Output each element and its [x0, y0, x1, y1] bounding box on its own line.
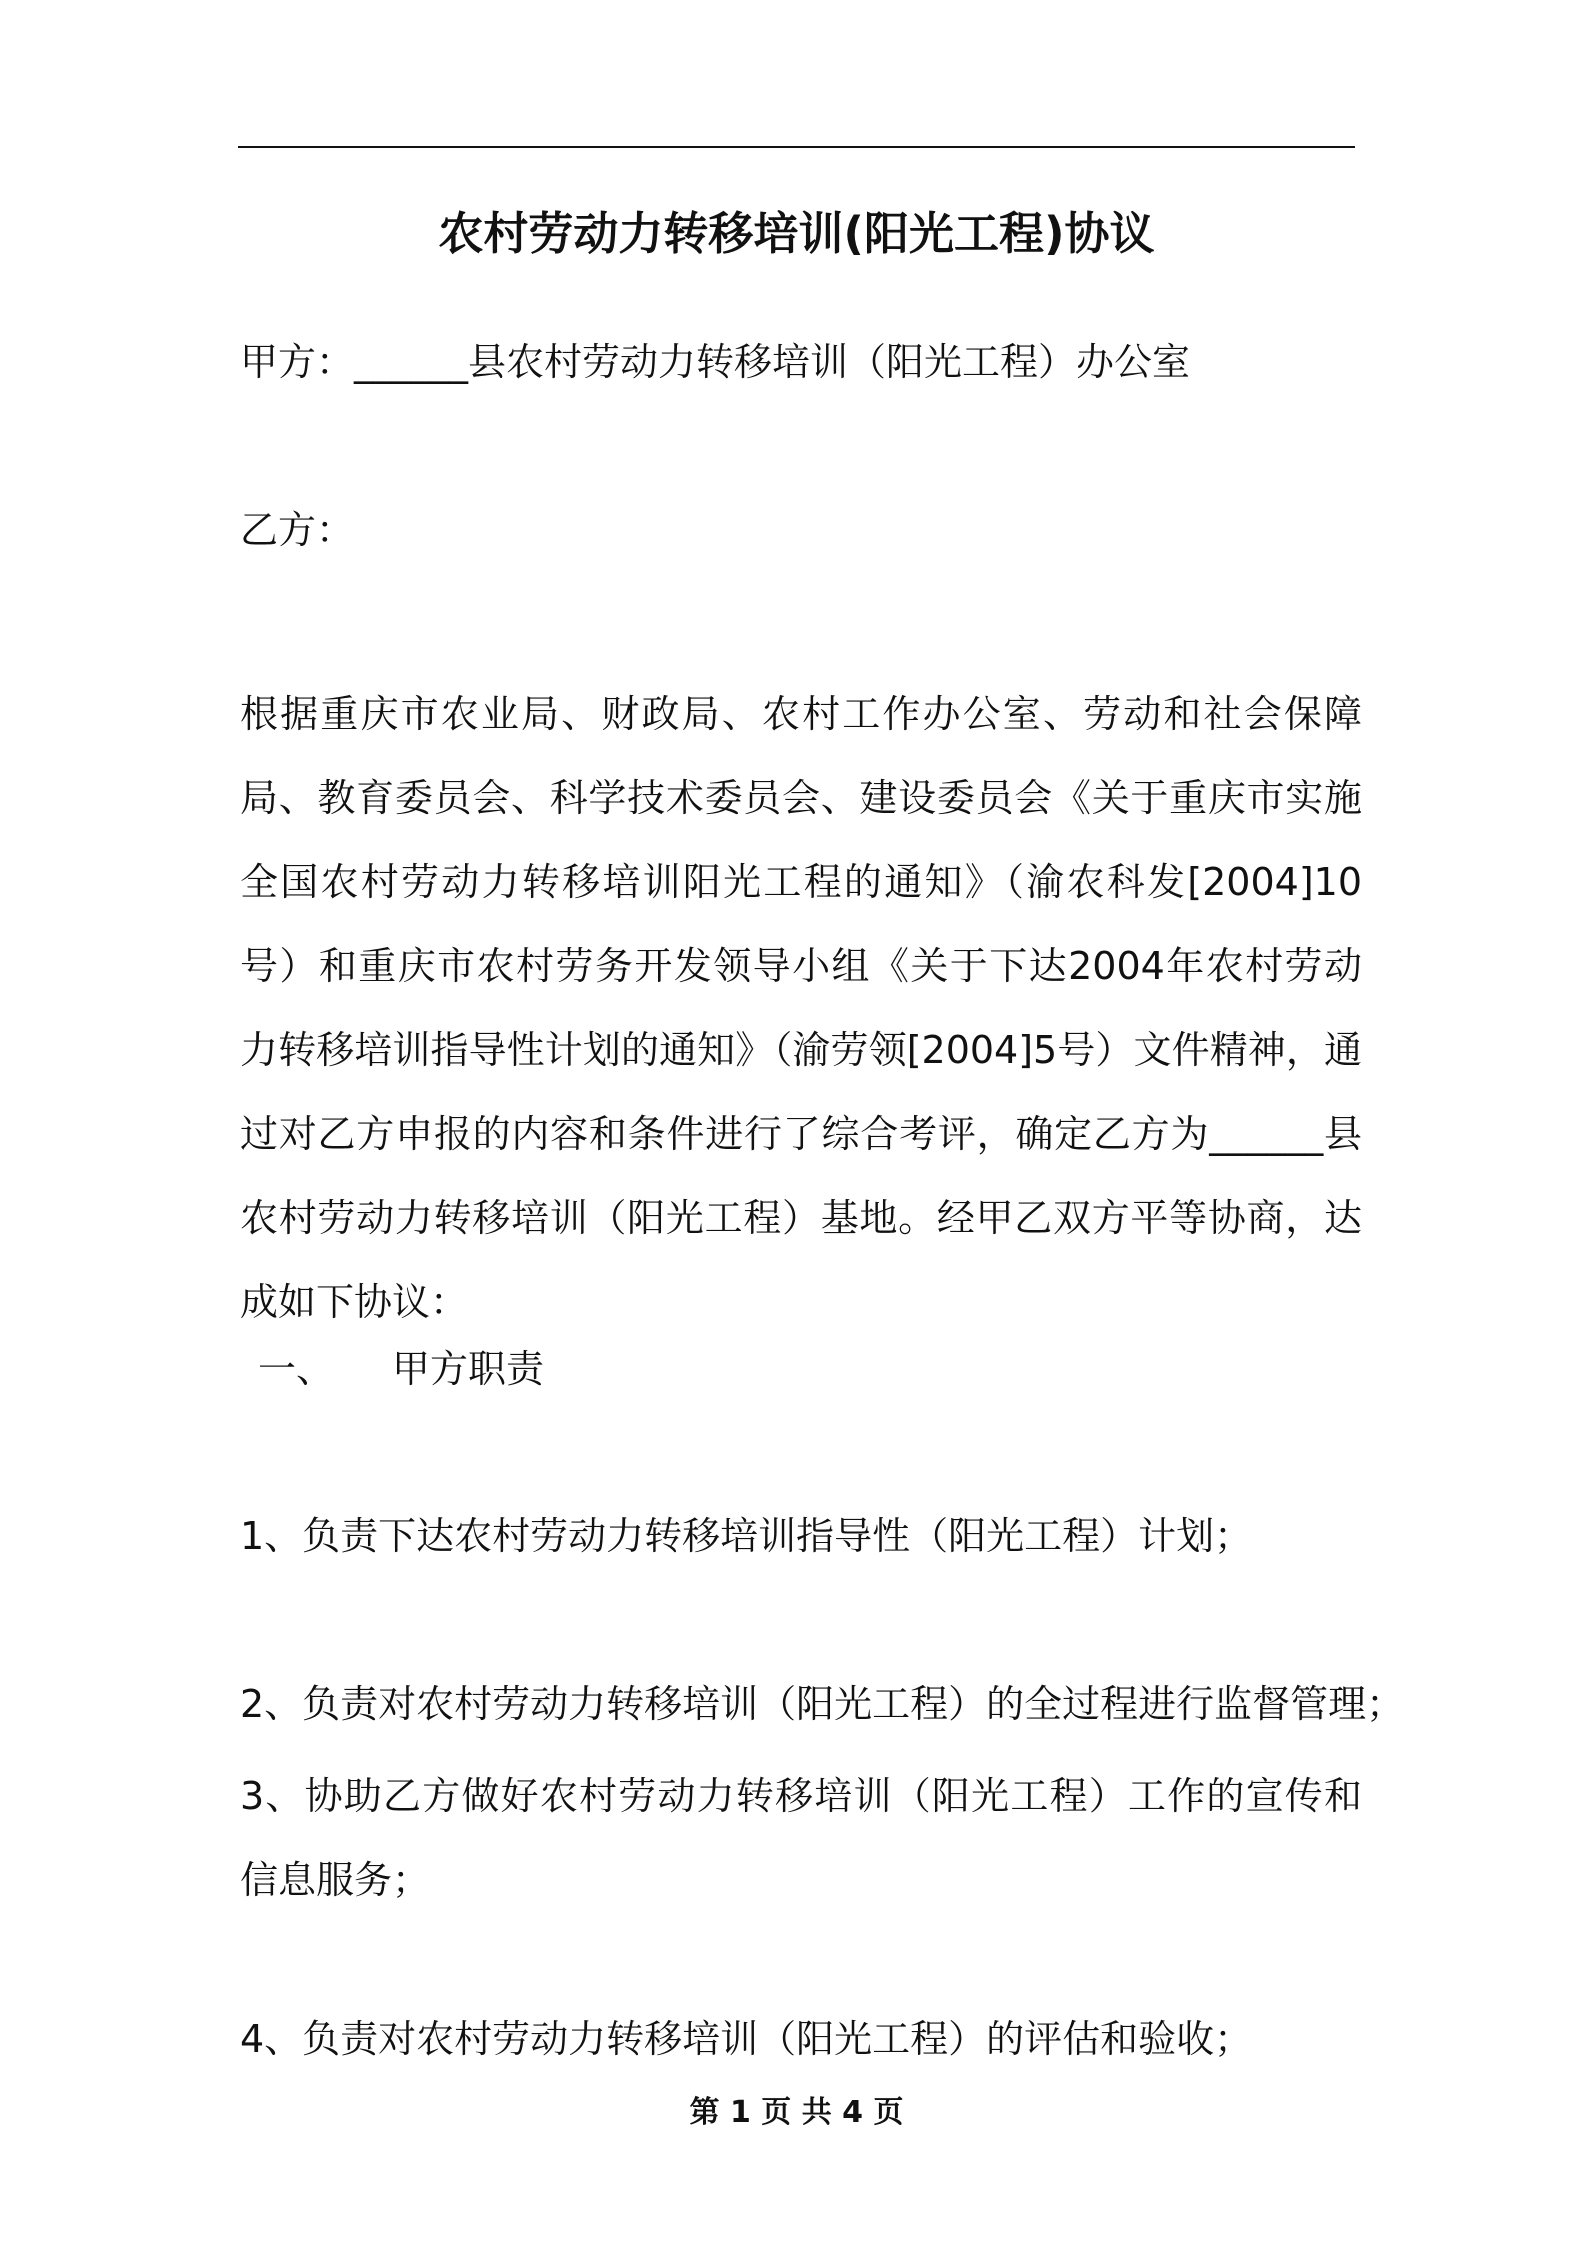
list-item: 2、负责对农村劳动力转移培训（阳光工程）的全过程进行监督管理； [240, 1682, 1405, 1726]
party-b-line: 乙方： [240, 508, 355, 552]
page-number-footer: 第 1 页 共 4 页 [689, 2095, 904, 2130]
list-item: 4、负责对农村劳动力转移培训（阳光工程）的评估和验收； [240, 2017, 1253, 2061]
list-item: 1、负责下达农村劳动力转移培训指导性（阳光工程）计划； [240, 1514, 1253, 1558]
section-heading: 甲方职责 [392, 1347, 545, 1391]
header-rule [238, 146, 1355, 148]
preamble-paragraph: 根据重庆市农业局、财政局、农村工作办公室、劳动和社会保障局、教育委员会、科学技术委员会、建设委员会《关于重庆市实施全国农村劳动力转移培训阳光工程的通知》（渝农科发[2004]10号）和重庆市农村劳务开发领导小组《关于下达2004年农村劳动力转移培训指导性计划的通知》（渝劳领[2004]5号）文件精神，通过对乙方申报的内容和条件进行了综合考评，确定乙方为______县农村劳动力转移培训（阳光工程）基地。经甲乙双方平等协商，达成如下协议： [240, 692, 1362, 1324]
party-a-line: 甲方：______县农村劳动力转移培训（阳光工程）办公室 [240, 340, 1191, 384]
document-title: 农村劳动力转移培训(阳光工程)协议 [438, 207, 1155, 260]
section-number: 一、 [258, 1347, 335, 1391]
list-item: 3、协助乙方做好农村劳动力转移培训（阳光工程）工作的宣传和信息服务； [240, 1774, 1362, 1902]
